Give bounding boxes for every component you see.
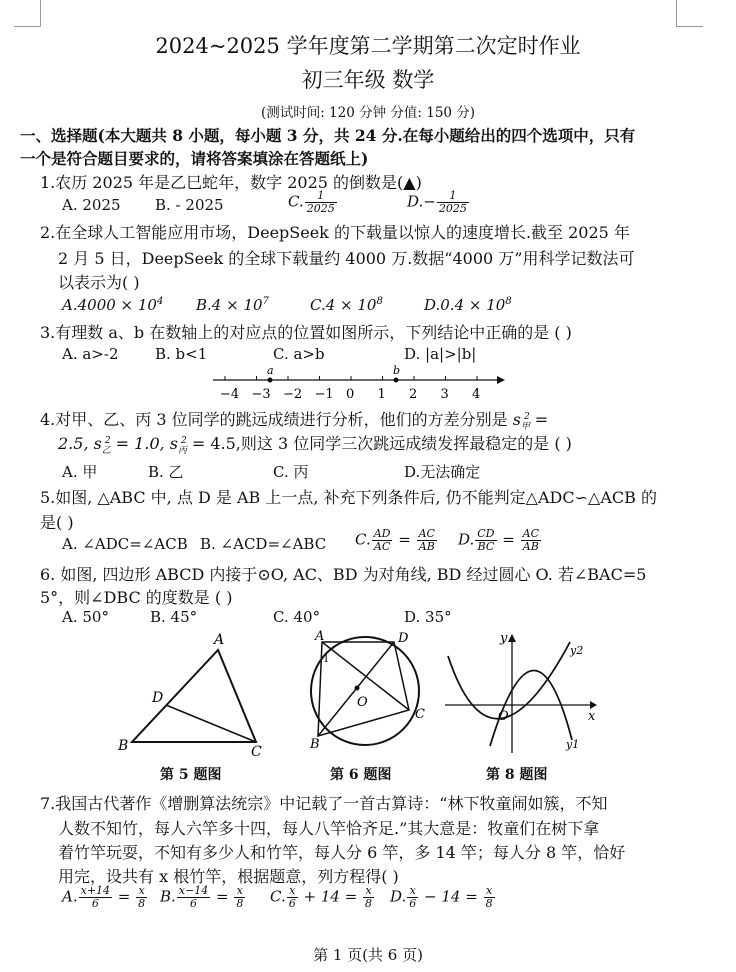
q1-option-b: B. - 2025 <box>155 196 224 214</box>
q3-option-a: A. a>-2 <box>62 345 119 363</box>
q4-line2: 2.5, $s_乙^2 = 1.0$, $s_丙^2 = 4.5$,则这 3 位同学三次跳远成绩发挥最稳定的是 ( ) <box>58 434 572 457</box>
q1-stem: 1.农历 2025 年是乙巳蛇年，数字 2025 的倒数是(▲) <box>40 173 422 192</box>
q2-option-a: $A.4000 \times 10^4$ <box>62 296 164 314</box>
number-line-tick-label: 1 <box>377 387 386 402</box>
q6-option-b: B. 45° <box>150 608 198 626</box>
q6-line2: 5°，则∠DBC 的度数是 ( ) <box>40 588 233 607</box>
q6-line1: 6. 如图, 四边形 ABCD 内接于⊙O, AC、BD 为对角线, BD 经过圆心 O. 若∠BAC=5 <box>40 565 647 584</box>
number-line-arrow <box>497 376 505 384</box>
corner-mark-right <box>676 0 703 27</box>
q5-line1: 5.如图, △ABC 中, 点 D 是 AB 上一点, 补充下列条件后, 仍不能判定△ADC∽△ACB 的 <box>40 488 657 507</box>
q5-option-c: C. $\frac{AD}{AC}$ = $\frac{AC}{AB}$ <box>355 527 435 553</box>
figure-8-caption: 第 8 题图 <box>486 767 548 783</box>
fig5-label-d: D <box>152 690 164 706</box>
point-a <box>268 378 273 383</box>
fig6-label-b: B <box>310 737 320 748</box>
q7-option-d: D. $\frac{x}{6}$ − 14 = $\frac{x}{8}$ <box>390 884 493 910</box>
figure-6-caption: 第 6 题图 <box>330 767 392 783</box>
number-line-tick-label: −4 <box>220 387 240 402</box>
curve-y1 <box>448 642 570 719</box>
fig6-angle-1: 1 <box>323 654 330 665</box>
q7-line2: 人数不知竹，每人六竿多十四，每人八竿恰齐足.”其大意是：牧童们在树下拿 <box>58 819 600 838</box>
fig5-label-a: A <box>214 632 225 648</box>
q3-option-c: C. a>b <box>273 345 325 363</box>
figure-5-triangle <box>110 628 270 758</box>
number-line-figure <box>205 362 505 402</box>
q7-line3: 着竹竿玩耍，不知有多少人和竹竿，每人分 6 竿，多 14 竿；每人分 8 竿，恰好 <box>58 843 626 862</box>
number-line-tick-label: −2 <box>283 387 303 402</box>
point-b-label: b <box>393 364 401 377</box>
point-a-label: a <box>267 364 274 377</box>
number-line-tick-label: −1 <box>314 387 334 402</box>
fig8-label-y2: y2 <box>570 644 584 657</box>
q6-option-a: A. 50° <box>62 608 109 626</box>
number-line-tick-label: −3 <box>251 387 271 402</box>
section-heading-line2: 一个是符合题目要求的，请将答案填涂在答题纸上) <box>20 149 369 168</box>
figure-8-graph <box>440 628 605 758</box>
q5-line2: 是( ) <box>40 513 74 532</box>
q7-option-a: A. $\frac{x+14}{6}$ = $\frac{x}{8}$ <box>62 884 146 910</box>
q1-option-c: C. $\frac{1}{2025}$ <box>288 189 335 215</box>
triangle-abc <box>132 650 256 742</box>
figure-6-circle <box>305 628 435 748</box>
figure-5-caption: 第 5 题图 <box>160 767 222 783</box>
fig6-label-o: O <box>357 695 368 710</box>
doc-title: 2024~2025 学年度第二学期第二次定时作业 <box>155 34 581 58</box>
q6-option-c: C. 40° <box>273 608 321 626</box>
page-footer: 第 1 页(共 6 页) <box>313 946 423 964</box>
point-b <box>394 378 399 383</box>
corner-mark-left <box>14 0 41 27</box>
q2-line3: 以表示为( ) <box>58 273 140 292</box>
q3-stem: 3.有理数 a、b 在数轴上的对应点的位置如图所示，下列结论中正确的是 ( ) <box>40 323 572 342</box>
fig6-label-a: A <box>315 629 325 644</box>
q5-option-d: D. $\frac{CD}{BC}$ = $\frac{AC}{AB}$ <box>458 527 539 553</box>
test-info: (测试时间: 120 分钟 分值: 150 分) <box>260 105 476 121</box>
number-line-tick-label: 0 <box>346 387 355 402</box>
q4-option-a: A. 甲 <box>62 463 98 481</box>
q4-option-c: C. 丙 <box>273 463 309 481</box>
q1-option-d: D.− $\frac{1}{2025}$ <box>407 189 467 215</box>
number-line-tick-label: 4 <box>472 387 481 402</box>
x-axis-arrow <box>590 701 597 709</box>
fig8-label-y: y <box>500 631 508 646</box>
q2-option-c: $C.4 \times 10^8$ <box>310 296 383 314</box>
q7-line4: 用完，设共有 x 根竹竿，根据题意，列方程得( ) <box>58 867 399 886</box>
q2-option-d: $D.0.4 \times 10^8$ <box>424 296 512 314</box>
fig5-label-b: B <box>118 738 129 754</box>
q5-option-b: B. ∠ACD=∠ABC <box>200 535 327 553</box>
q4-option-d: D.无法确定 <box>404 463 481 481</box>
fig8-label-o: O <box>498 709 509 724</box>
quadrilateral-abcd <box>318 642 409 736</box>
center-o <box>355 686 360 691</box>
q7-option-c: C. $\frac{x}{6}$ + 14 = $\frac{x}{8}$ <box>270 884 373 910</box>
q3-option-b: B. b<1 <box>155 345 208 363</box>
section-heading-line1: 一、选择题(本大题共 8 小题，每小题 3 分，共 24 分.在每小题给出的四个选项中，只有 <box>20 126 636 145</box>
q1-option-a: A. 2025 <box>62 196 121 214</box>
q6-option-d: D. 35° <box>404 608 452 626</box>
q2-option-b: $B.4 \times 10^7$ <box>196 296 269 314</box>
q7-line1: 7.我国古代著作《增删算法统宗》中记载了一首古算诗：“林下牧童闹如簇，不知 <box>40 794 608 813</box>
q2-line2: 2 月 5 日，DeepSeek 的全球下载量约 4000 万.数据“4000 万”用科学记数法可 <box>58 249 635 268</box>
fig6-label-c: C <box>415 707 425 722</box>
fig6-label-d: D <box>398 631 409 646</box>
q7-option-b: B. $\frac{x-14}{6}$ = $\frac{x}{8}$ <box>160 884 244 910</box>
q2-line1: 2.在全球人工智能应用市场，DeepSeek 的下载量以惊人的速度增长.截至 2025 年 <box>40 223 630 242</box>
fig8-label-x: x <box>588 709 596 724</box>
fig5-label-c: C <box>251 744 262 758</box>
number-line-tick-label: 3 <box>440 387 449 402</box>
q3-option-d: D. |a|>|b| <box>404 345 477 363</box>
number-line-tick-label: 2 <box>409 387 418 402</box>
y-axis-arrow <box>508 634 516 642</box>
q5-option-a: A. ∠ADC=∠ACB <box>62 535 188 553</box>
q4-option-b: B. 乙 <box>148 463 184 481</box>
fig8-label-y1: y1 <box>566 738 580 751</box>
q4-line1: 4.对甲、乙、丙 3 位同学的跳远成绩进行分析，他们的方差分别是 $s_甲^2$ = <box>40 410 549 433</box>
doc-subject: 初三年级 数学 <box>301 68 435 92</box>
